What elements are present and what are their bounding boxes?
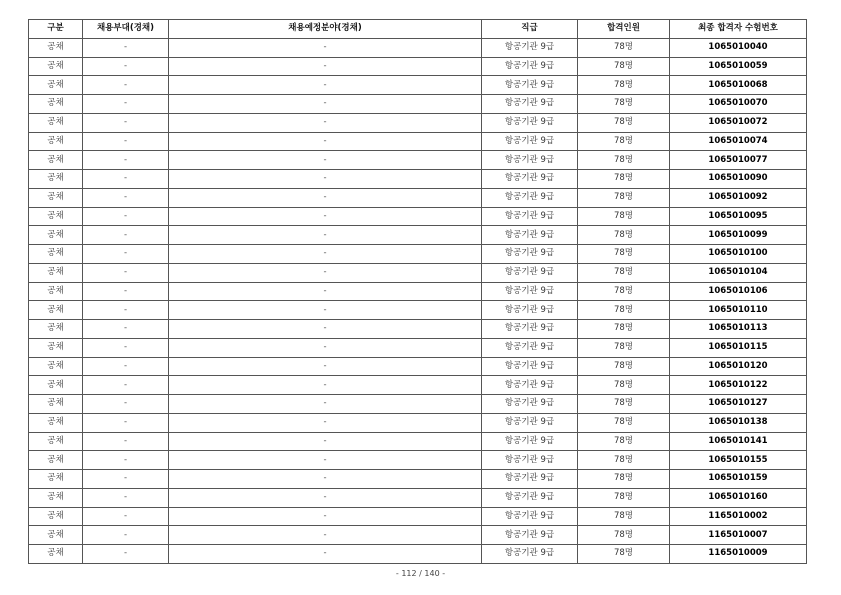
cell-pass-count: 78명: [578, 395, 670, 414]
cell-unit: -: [83, 282, 169, 301]
cell-field: -: [169, 132, 482, 151]
cell-exam-number: 1065010106: [670, 282, 807, 301]
cell-category: 공채: [29, 320, 83, 339]
cell-pass-count: 78명: [578, 38, 670, 57]
cell-pass-count: 78명: [578, 188, 670, 207]
table-row: [29, 432, 807, 451]
cell-pass-count: 78명: [578, 338, 670, 357]
header-unit: 채용부대(경채): [83, 20, 169, 39]
cell-unit: -: [83, 132, 169, 151]
cell-field: -: [169, 470, 482, 489]
cell-field: -: [169, 38, 482, 57]
cell-unit: -: [83, 376, 169, 395]
cell-pass-count: 78명: [578, 376, 670, 395]
cell-category: 공채: [29, 282, 83, 301]
cell-field: -: [169, 338, 482, 357]
table-row: [29, 170, 807, 189]
cell-pass-count: 78명: [578, 432, 670, 451]
table-row: [29, 451, 807, 470]
cell-exam-number: 1065010090: [670, 170, 807, 189]
cell-field: -: [169, 95, 482, 114]
cell-category: 공채: [29, 263, 83, 282]
cell-exam-number: 1065010138: [670, 413, 807, 432]
cell-exam-number: 1065010092: [670, 188, 807, 207]
cell-unit: -: [83, 151, 169, 170]
cell-exam-number: 1165010009: [670, 545, 807, 564]
cell-exam-number: 1065010040: [670, 38, 807, 57]
cell-grade: 항공기관 9급: [482, 245, 578, 264]
cell-field: -: [169, 226, 482, 245]
cell-grade: 항공기관 9급: [482, 170, 578, 189]
table-row: [29, 76, 807, 95]
cell-pass-count: 78명: [578, 282, 670, 301]
cell-pass-count: 78명: [578, 526, 670, 545]
cell-exam-number: 1065010155: [670, 451, 807, 470]
cell-field: -: [169, 488, 482, 507]
cell-field: -: [169, 170, 482, 189]
cell-grade: 항공기관 9급: [482, 395, 578, 414]
cell-unit: -: [83, 507, 169, 526]
cell-category: 공채: [29, 488, 83, 507]
cell-exam-number: 1065010099: [670, 226, 807, 245]
cell-category: 공채: [29, 38, 83, 57]
table-row: [29, 488, 807, 507]
table-header-row: [29, 20, 807, 39]
cell-field: -: [169, 432, 482, 451]
cell-grade: 항공기관 9급: [482, 413, 578, 432]
cell-exam-number: 1165010002: [670, 507, 807, 526]
cell-exam-number: 1065010074: [670, 132, 807, 151]
cell-field: -: [169, 357, 482, 376]
table-row: [29, 207, 807, 226]
cell-category: 공채: [29, 413, 83, 432]
cell-category: 공채: [29, 451, 83, 470]
cell-category: 공채: [29, 207, 83, 226]
cell-unit: -: [83, 95, 169, 114]
cell-category: 공채: [29, 470, 83, 489]
cell-unit: -: [83, 413, 169, 432]
cell-pass-count: 78명: [578, 207, 670, 226]
table-row: [29, 113, 807, 132]
cell-pass-count: 78명: [578, 301, 670, 320]
header-grade: 직급: [482, 20, 578, 39]
cell-field: -: [169, 188, 482, 207]
cell-grade: 항공기관 9급: [482, 488, 578, 507]
cell-exam-number: 1065010072: [670, 113, 807, 132]
cell-exam-number: 1065010068: [670, 76, 807, 95]
cell-unit: -: [83, 38, 169, 57]
table-row: [29, 545, 807, 564]
cell-grade: 항공기관 9급: [482, 320, 578, 339]
cell-unit: -: [83, 76, 169, 95]
cell-grade: 항공기관 9급: [482, 113, 578, 132]
cell-field: -: [169, 320, 482, 339]
table-row: [29, 507, 807, 526]
cell-exam-number: 1065010122: [670, 376, 807, 395]
cell-exam-number: 1065010113: [670, 320, 807, 339]
cell-grade: 항공기관 9급: [482, 451, 578, 470]
cell-pass-count: 78명: [578, 113, 670, 132]
cell-pass-count: 78명: [578, 357, 670, 376]
cell-pass-count: 78명: [578, 545, 670, 564]
cell-field: -: [169, 76, 482, 95]
cell-exam-number: 1065010095: [670, 207, 807, 226]
table-row: [29, 38, 807, 57]
cell-field: -: [169, 57, 482, 76]
cell-category: 공채: [29, 432, 83, 451]
cell-grade: 항공기관 9급: [482, 263, 578, 282]
cell-grade: 항공기관 9급: [482, 545, 578, 564]
table-row: [29, 395, 807, 414]
cell-pass-count: 78명: [578, 413, 670, 432]
cell-field: -: [169, 282, 482, 301]
cell-unit: -: [83, 432, 169, 451]
cell-field: -: [169, 507, 482, 526]
cell-pass-count: 78명: [578, 132, 670, 151]
cell-exam-number: 1065010104: [670, 263, 807, 282]
cell-grade: 항공기관 9급: [482, 132, 578, 151]
cell-unit: -: [83, 226, 169, 245]
cell-field: -: [169, 245, 482, 264]
cell-category: 공채: [29, 57, 83, 76]
cell-grade: 항공기관 9급: [482, 151, 578, 170]
table-row: [29, 338, 807, 357]
cell-pass-count: 78명: [578, 507, 670, 526]
table-row: [29, 357, 807, 376]
cell-exam-number: 1165010007: [670, 526, 807, 545]
cell-grade: 항공기관 9급: [482, 57, 578, 76]
cell-unit: -: [83, 526, 169, 545]
cell-grade: 항공기관 9급: [482, 338, 578, 357]
cell-pass-count: 78명: [578, 151, 670, 170]
cell-unit: -: [83, 207, 169, 226]
cell-exam-number: 1065010141: [670, 432, 807, 451]
header-category: 구분: [29, 20, 83, 39]
cell-field: -: [169, 301, 482, 320]
cell-unit: -: [83, 488, 169, 507]
cell-pass-count: 78명: [578, 226, 670, 245]
table-row: [29, 282, 807, 301]
cell-field: -: [169, 207, 482, 226]
cell-category: 공채: [29, 226, 83, 245]
cell-grade: 항공기관 9급: [482, 432, 578, 451]
cell-grade: 항공기관 9급: [482, 357, 578, 376]
cell-pass-count: 78명: [578, 57, 670, 76]
cell-unit: -: [83, 395, 169, 414]
table-row: [29, 132, 807, 151]
cell-grade: 항공기관 9급: [482, 376, 578, 395]
cell-field: -: [169, 413, 482, 432]
cell-exam-number: 1065010127: [670, 395, 807, 414]
table-row: [29, 245, 807, 264]
cell-pass-count: 78명: [578, 488, 670, 507]
cell-grade: 항공기관 9급: [482, 526, 578, 545]
cell-category: 공채: [29, 188, 83, 207]
cell-exam-number: 1065010077: [670, 151, 807, 170]
cell-unit: -: [83, 113, 169, 132]
cell-pass-count: 78명: [578, 95, 670, 114]
page-number: - 112 / 140 -: [395, 569, 446, 578]
cell-unit: -: [83, 245, 169, 264]
cell-grade: 항공기관 9급: [482, 188, 578, 207]
table-row: [29, 301, 807, 320]
cell-grade: 항공기관 9급: [482, 38, 578, 57]
cell-category: 공채: [29, 113, 83, 132]
cell-exam-number: 1065010070: [670, 95, 807, 114]
cell-grade: 항공기관 9급: [482, 282, 578, 301]
cell-field: -: [169, 526, 482, 545]
table-row: [29, 263, 807, 282]
cell-category: 공채: [29, 301, 83, 320]
cell-exam-number: 1065010115: [670, 338, 807, 357]
cell-field: -: [169, 545, 482, 564]
cell-pass-count: 78명: [578, 320, 670, 339]
cell-category: 공채: [29, 545, 83, 564]
cell-pass-count: 78명: [578, 263, 670, 282]
cell-grade: 항공기관 9급: [482, 226, 578, 245]
table-row: [29, 320, 807, 339]
cell-grade: 항공기관 9급: [482, 76, 578, 95]
cell-unit: -: [83, 338, 169, 357]
header-field: 채용예정분야(경채): [169, 20, 482, 39]
header-pass-count: 합격인원: [578, 20, 670, 39]
cell-field: -: [169, 263, 482, 282]
cell-exam-number: 1065010160: [670, 488, 807, 507]
table-row: [29, 376, 807, 395]
table-row: [29, 226, 807, 245]
table-row: [29, 470, 807, 489]
cell-unit: -: [83, 188, 169, 207]
cell-grade: 항공기관 9급: [482, 207, 578, 226]
table-row: [29, 57, 807, 76]
table-row: [29, 413, 807, 432]
cell-field: -: [169, 395, 482, 414]
cell-category: 공채: [29, 95, 83, 114]
cell-field: -: [169, 151, 482, 170]
cell-pass-count: 78명: [578, 470, 670, 489]
cell-grade: 항공기관 9급: [482, 301, 578, 320]
table-row: [29, 95, 807, 114]
cell-exam-number: 1065010120: [670, 357, 807, 376]
cell-category: 공채: [29, 76, 83, 95]
cell-category: 공채: [29, 357, 83, 376]
cell-exam-number: 1065010159: [670, 470, 807, 489]
cell-unit: -: [83, 301, 169, 320]
cell-category: 공채: [29, 526, 83, 545]
cell-category: 공채: [29, 151, 83, 170]
header-exam-number: 최종 합격자 수험번호: [670, 20, 807, 39]
cell-unit: -: [83, 545, 169, 564]
cell-pass-count: 78명: [578, 245, 670, 264]
cell-category: 공채: [29, 507, 83, 526]
cell-unit: -: [83, 470, 169, 489]
cell-exam-number: 1065010110: [670, 301, 807, 320]
cell-field: -: [169, 451, 482, 470]
cell-unit: -: [83, 57, 169, 76]
cell-category: 공채: [29, 338, 83, 357]
cell-category: 공채: [29, 132, 83, 151]
cell-category: 공채: [29, 170, 83, 189]
cell-field: -: [169, 376, 482, 395]
cell-exam-number: 1065010059: [670, 57, 807, 76]
table-row: [29, 188, 807, 207]
cell-exam-number: 1065010100: [670, 245, 807, 264]
cell-unit: -: [83, 357, 169, 376]
table-row: [29, 526, 807, 545]
cell-unit: -: [83, 170, 169, 189]
cell-grade: 항공기관 9급: [482, 507, 578, 526]
cell-unit: -: [83, 263, 169, 282]
cell-unit: -: [83, 320, 169, 339]
cell-category: 공채: [29, 376, 83, 395]
cell-field: -: [169, 113, 482, 132]
cell-category: 공채: [29, 245, 83, 264]
cell-unit: -: [83, 451, 169, 470]
cell-pass-count: 78명: [578, 76, 670, 95]
table-row: [29, 151, 807, 170]
cell-category: 공채: [29, 395, 83, 414]
cell-grade: 항공기관 9급: [482, 470, 578, 489]
results-table: [28, 19, 807, 564]
cell-grade: 항공기관 9급: [482, 95, 578, 114]
cell-pass-count: 78명: [578, 170, 670, 189]
cell-pass-count: 78명: [578, 451, 670, 470]
